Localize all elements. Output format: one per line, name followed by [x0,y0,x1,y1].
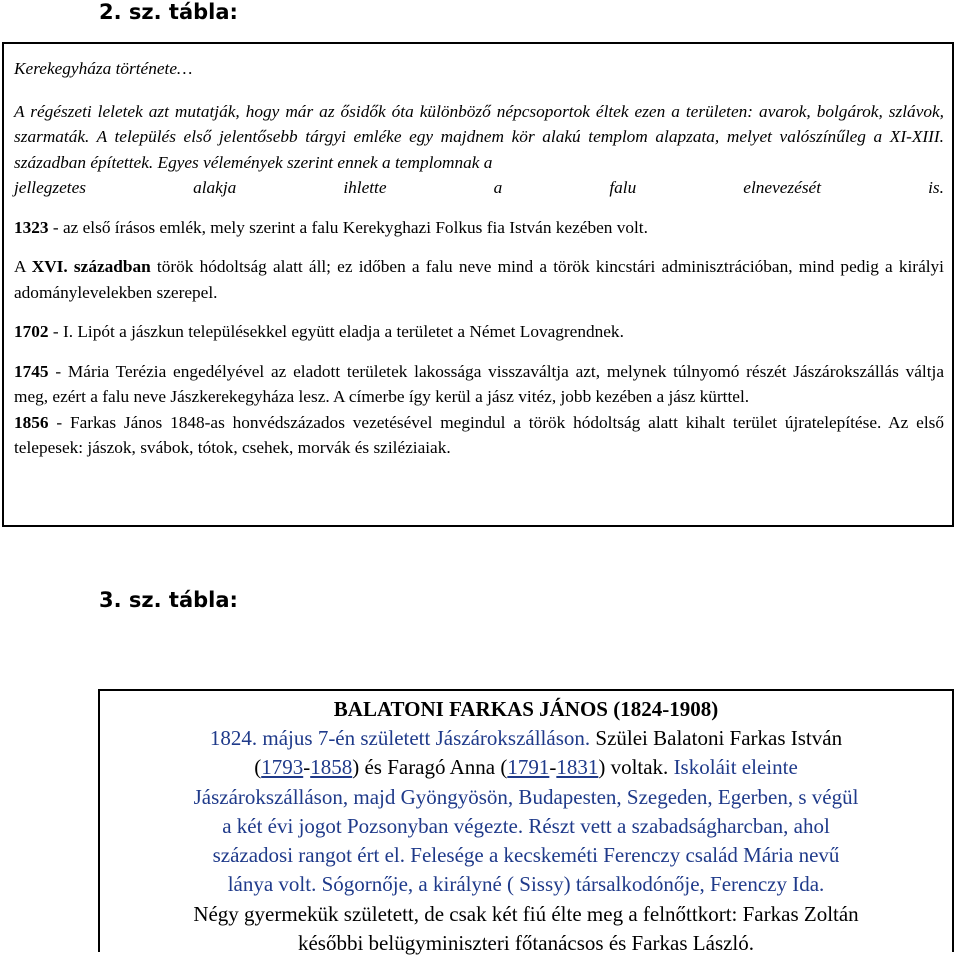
biography-line: Négy gyermekük született, de csak két fiú élte meg a felnőttkort: Farkas Zoltán [193,901,859,926]
entry-1323 [14,215,944,241]
entry-1856 [14,410,944,461]
dash: - [549,755,557,780]
intro-word: ihlette [343,178,387,197]
school-text: Iskoláit eleinte [668,755,798,780]
paren-open: ( [254,755,262,780]
entry-year: 1702 [14,322,49,341]
intro-word: jellegzetes [14,178,86,197]
entry-text: török hódoltság alatt áll; ez időben a falu neve mind a török kincstári adminisztrációban, mind pedig a királyi adománylevelekben szerepel. [14,257,944,302]
birth-text: 1824. május 7-én született Jászárokszálláson. [209,726,591,750]
biography-line: a két évi jogot Pozsonyban végezte. Részt vett a szabadságharcban, ahol [222,813,830,838]
biography-line: századosi rangot ért el. Felesége a kecskeméti Ferenczy család Mária nevű [212,843,840,868]
entry-1745 [14,359,944,410]
history-title: Kerekegyháza története… [14,59,193,78]
entry-xvi [14,254,944,305]
entry-bold-word: században [67,257,151,276]
entry-text: - az első írásos emlék, mely szerint a falu Kerekyghazi Folkus fia István kezében volt. [48,217,648,237]
year-link-1791[interactable]: 1791 [507,755,550,780]
table-3-heading: 3. sz. tábla: [99,588,238,612]
history-intro [14,99,944,201]
mother-text: ) és Faragó Anna ( [352,755,508,780]
paren-close: ) voltak. [598,755,669,780]
intro-word: alakja [193,178,237,197]
history-box [2,42,954,527]
history-intro-last-line [14,175,944,201]
parents-text: Szülei Balatoni Farkas István [590,726,843,750]
intro-word: falu [609,178,637,197]
biography-line: későbbi belügyminiszteri főtanácsos és Farkas László. [297,931,755,956]
entry-year: 1856 [14,412,49,432]
entry-1702 [14,319,944,345]
intro-word: is. [928,178,944,197]
biography-box [98,689,954,956]
year-link-1831[interactable]: 1831 [556,755,599,780]
entry-prefix: A [14,257,32,276]
biography-line [100,724,952,753]
year-link-1858[interactable]: 1858 [310,755,353,780]
entry-text: - Farkas János 1848-as honvédszázados vezetésével megindul a török hódoltság alatt kihalt terület újratelepítése. Az első telepesek: jászok, svábok, tótok, csehek, morvák és sziléziaiak. [14,412,944,457]
dash: - [303,755,311,780]
entry-year: 1745 [14,361,49,381]
entry-year: XVI. [31,257,68,276]
entry-year: 1323 [14,217,49,237]
table-2-heading: 2. sz. tábla: [99,0,238,24]
biography-title: BALATONI FARKAS JÁNOS (1824-1908) [333,697,719,721]
entry-text: - I. Lipót a jászkun településekkel együtt eladja a területet a Német Lovagrendnek. [48,322,624,341]
intro-word: elnevezését [743,178,822,197]
biography-line [100,753,952,782]
year-link-1793[interactable]: 1793 [261,755,304,780]
history-intro-text: A régészeti leletek azt mutatják, hogy már az ősidők óta különböző népcsoportok éltek ezen a területen: avarok, bolgárok, szlávok, szarmaták. A település első jelentősebb tárgyi emléke egy majdnem kör alakú templom alapzata, melyet valószínűleg a XI-XIII. században építettek. Egyes vélemények szerint ennek a templomnak a [14,101,944,172]
intro-word: a [493,178,503,197]
entry-text: - Mária Terézia engedélyével az eladott területek lakossága visszaváltja azt, melynek túlnyomó részét Jászárokszállás váltja meg, ezért a falu neve Jászkerekegyháza lesz. A címerbe így kerül a jász vitéz, jobb kezében a jász kürttel. [14,361,944,406]
biography-line: lánya volt. Sógornője, a királyné ( Sissy) társalkodónője, Ferenczy Ida. [227,872,825,897]
biography-line: Jászárokszálláson, majd Gyöngyösön, Budapesten, Szegeden, Egerben, s végül [193,784,859,809]
